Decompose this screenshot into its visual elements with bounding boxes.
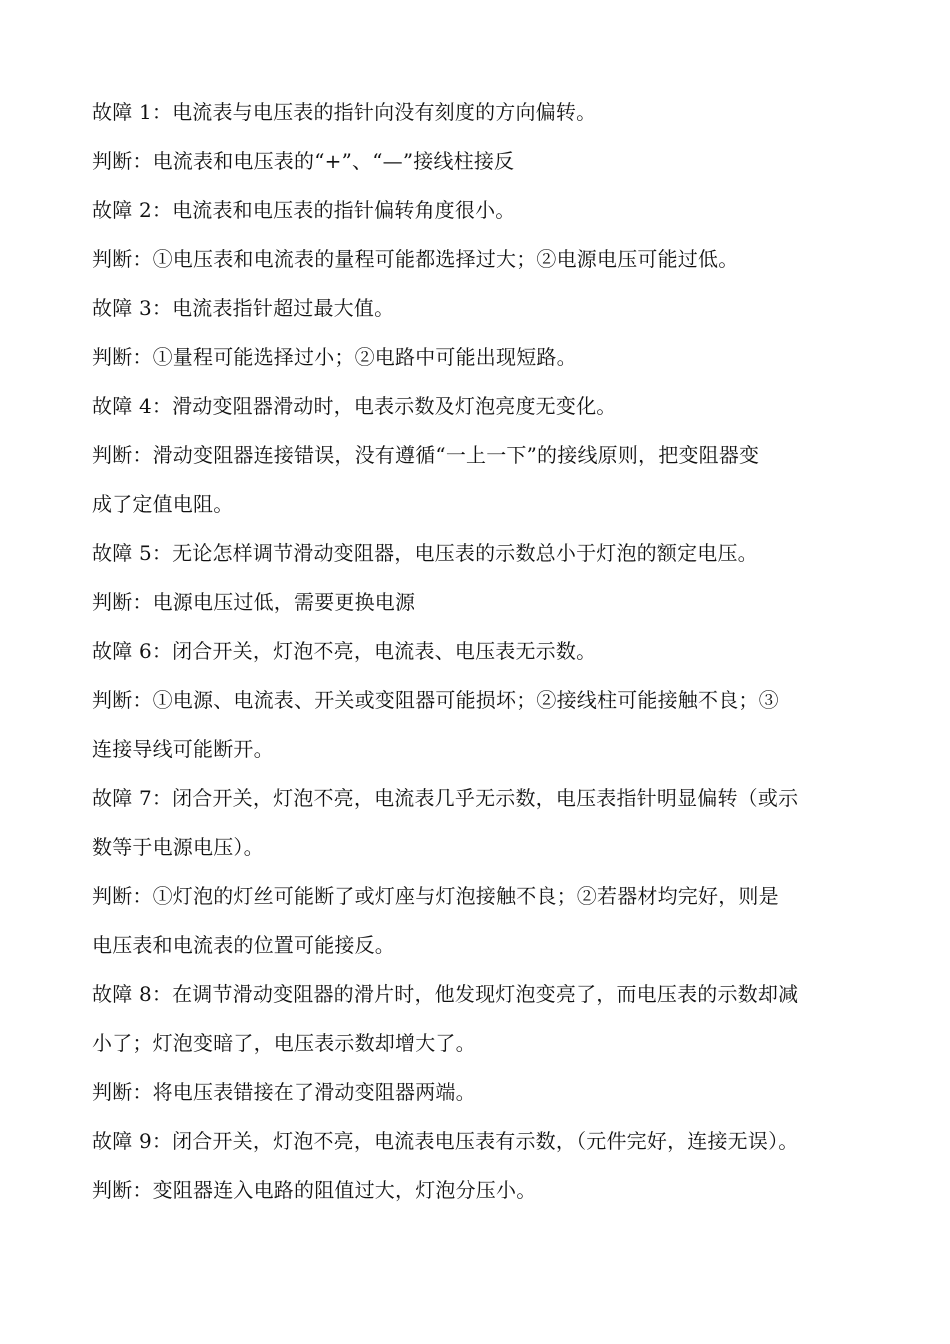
- fault-8-judgment: 判断：将电压表错接在了滑动变阻器两端。: [92, 1080, 476, 1104]
- fault-9-heading: 故障 9：闭合开关，灯泡不亮，电流表电压表有示数，（元件完好，连接无误）。: [92, 1129, 799, 1153]
- fault-6-heading: 故障 6：闭合开关，灯泡不亮，电流表、电压表无示数。: [92, 639, 597, 663]
- fault-7-judgment-continued: 电压表和电流表的位置可能接反。: [92, 933, 395, 957]
- fault-3-heading: 故障 3：电流表指针超过最大值。: [92, 296, 395, 320]
- fault-6-judgment: 判断：①电源、电流表、开关或变阻器可能损坏；②接线柱可能接触不良；③: [92, 688, 779, 712]
- fault-6-judgment-continued: 连接导线可能断开。: [92, 737, 274, 761]
- fault-8-heading-continued: 小了；灯泡变暗了，电压表示数却增大了。: [92, 1031, 476, 1055]
- fault-1-judgment: 判断：电流表和电压表的“+”、“—”接线柱接反: [92, 149, 515, 173]
- fault-4-judgment: 判断：滑动变阻器连接错误，没有遵循“一上一下”的接线原则，把变阻器变: [92, 443, 760, 467]
- fault-1-heading: 故障 1：电流表与电压表的指针向没有刻度的方向偏转。: [92, 100, 597, 124]
- fault-7-judgment: 判断：①灯泡的灯丝可能断了或灯座与灯泡接触不良；②若器材均完好，则是: [92, 884, 779, 908]
- fault-5-judgment: 判断：电源电压过低，需要更换电源: [92, 590, 416, 614]
- fault-4-judgment-continued: 成了定值电阻。: [92, 492, 234, 516]
- document-body: [92, 88, 882, 1215]
- fault-3-judgment: 判断：①量程可能选择过小；②电路中可能出现短路。: [92, 345, 577, 369]
- fault-2-judgment: 判断：①电压表和电流表的量程可能都选择过大；②电源电压可能过低。: [92, 247, 739, 271]
- fault-8-heading: 故障 8：在调节滑动变阻器的滑片时，他发现灯泡变亮了，而电压表的示数却减: [92, 982, 799, 1006]
- fault-4-heading: 故障 4：滑动变阻器滑动时，电表示数及灯泡亮度无变化。: [92, 394, 617, 418]
- fault-2-heading: 故障 2：电流表和电压表的指针偏转角度很小。: [92, 198, 516, 222]
- fault-7-heading: 故障 7：闭合开关，灯泡不亮，电流表几乎无示数，电压表指针明显偏转（或示: [92, 786, 799, 810]
- fault-5-heading: 故障 5：无论怎样调节滑动变阻器，电压表的示数总小于灯泡的额定电压。: [92, 541, 758, 565]
- fault-7-heading-continued: 数等于电源电压）。: [92, 835, 264, 859]
- fault-9-judgment: 判断：变阻器连入电路的阻值过大，灯泡分压小。: [92, 1178, 537, 1202]
